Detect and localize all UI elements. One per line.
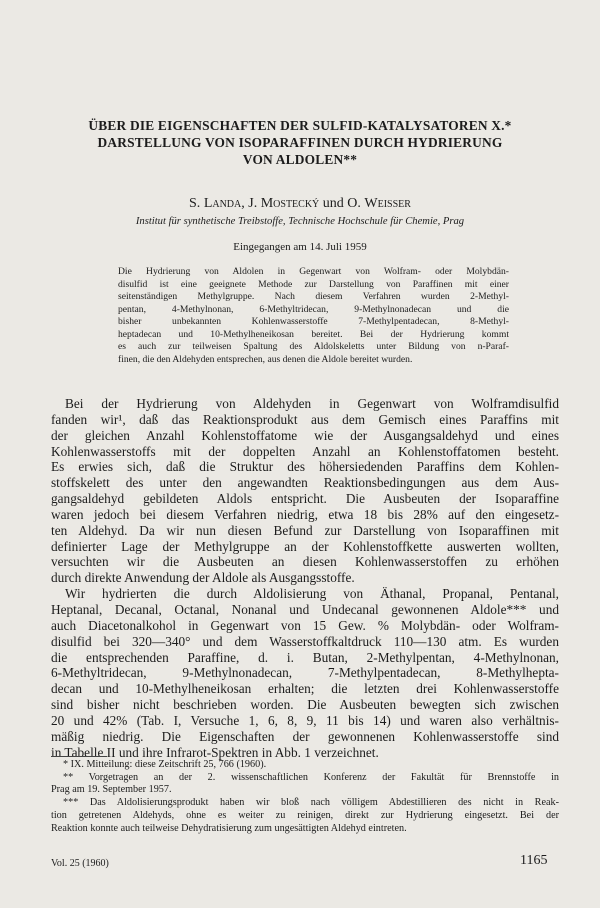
abstract-line: bisher unbekannten Kohlenwasserstoffe 7-Methylpentadecan, 8-Methyl- xyxy=(118,316,509,327)
abstract-line: disulfid ist eine geeignete Methode zur Darstellung von Paraffinen mit einer xyxy=(118,278,509,290)
author-separator: und O. xyxy=(319,196,365,211)
body-line: Kohlenwasserstoffs mit der doppelten Anzahl an Kohlenstoffatomen besteht. xyxy=(51,443,559,459)
body-line: Heptanal, Decanal, Octanal, Nonanal und Undecanal gewonnenen Aldole*** und xyxy=(51,601,559,617)
body-line: der gleichen Anzahl Kohlenstoffatome wie der Ausgangsaldehyd und eines xyxy=(51,427,559,443)
paper-title xyxy=(60,117,540,168)
body-text xyxy=(51,396,559,760)
body-line: 6-Methyltridecan, 9-Methylnonadecan, 7-Methylpentadecan, 8-Methylhepta- xyxy=(51,665,559,681)
body-line: die entsprechenden Paraffine, d. i. Butan, 2-Methylpentan, 4-Methylnonan, xyxy=(51,649,559,665)
body-line: stoffskelett des unter den angewandten Reaktionsbedingungen aus dem Aus- xyxy=(51,475,559,491)
body-line: in Tabelle II und ihre Infrarot-Spektren in Abb. 1 verzeichnet. xyxy=(51,744,379,760)
author-name: Weisser xyxy=(364,196,411,211)
abstract-line: pentan, 4-Methylnonan, 6-Methyltridecan, 9-Methylnonadecan und die xyxy=(118,303,509,315)
volume-reference: Vol. 25 (1960) xyxy=(51,858,109,869)
received-date: Eingegangen am 14. Juli 1959 xyxy=(233,241,367,253)
title-line: ÜBER DIE EIGENSCHAFTEN DER SULFID-KATALYSATOREN X.* xyxy=(88,118,512,133)
body-line: waren jedoch bei diesem Verfahren niedrig, etwa 18 bis 28% auf den eingesetz- xyxy=(51,506,559,522)
body-line: versuchten wir die Ausbeuten an diesen Kohlenwasserstoffen zu erhöhen xyxy=(51,554,559,570)
author-separator: , J. xyxy=(241,196,261,211)
body-line: 20 und 42% (Tab. I, Versuche 1, 6, 8, 9, 11 bis 14) und waren also verhältnis- xyxy=(51,712,559,728)
body-line: sind bisher nicht beschrieben worden. Die Ausbeuten bewegten sich zwischen xyxy=(51,697,559,713)
abstract-line: heptadecan und 10-Methylheneikosan bereitet. Bei der Hydrierung kommt xyxy=(118,328,509,340)
author-list xyxy=(60,196,540,212)
author-name: Mostecký xyxy=(260,196,320,211)
title-line: VON ALDOLEN** xyxy=(242,152,358,167)
footnote: * IX. Mitteilung: diese Zeitschrift 25, 766 (1960). xyxy=(63,759,267,770)
abstract-line: Die Hydrierung von Aldolen in Gegenwart von Wolfram- oder Molybdän- xyxy=(118,266,509,277)
footnotes xyxy=(51,759,559,835)
abstract xyxy=(118,266,509,366)
author-initial: S. xyxy=(189,196,204,211)
body-line: gangsaldehyd gebildeten Aldols entspricht. Die Ausbeuten der Isoparaffine xyxy=(51,491,559,507)
body-line: auch Diacetonalkohol in Gegenwart von 15 Gew. % Molybdän- oder Wolfram- xyxy=(51,617,559,633)
body-line: definierter Lage der Methylgruppe an der Kohlenstoffkette auswerten wollten, xyxy=(51,538,559,554)
title-line: DARSTELLUNG VON ISOPARAFFINEN DURCH HYDRIERUNG xyxy=(97,135,503,150)
body-line: Es erwies sich, daß die Struktur des höhersiedenden Paraffins dem Kohlen- xyxy=(51,459,559,475)
abstract-line: es auch zur teilweisen Spaltung des Aldolskeletts unter Bildung von n-Paraf- xyxy=(118,341,509,352)
body-line: fanden wir¹, daß das Reaktionsprodukt aus dem Gemisch eines Paraffins mit xyxy=(51,411,559,427)
affiliation: Institut für synthetische Treibstoffe, Technische Hochschule für Chemie, Prag xyxy=(135,216,465,227)
body-line: Wir hydrierten die durch Aldolisierung von Äthanal, Propanal, Pentanal, xyxy=(65,586,559,602)
footnote-continuation: Prag am 19. September 1957. xyxy=(51,784,172,796)
author-name: Landa xyxy=(203,196,242,211)
body-line: mäßig niedrig. Die Eigenschaften der gewonnenen Kohlenwasserstoffe sind xyxy=(51,728,559,744)
body-line: disulfid bei 320—340° und dem Wasserstoffkaltdruck 110—130 atm. Es wurden xyxy=(51,633,559,649)
footnote: ** Vorgetragen an der 2. wissenschaftlichen Konferenz der Fakultät für Brennstoffe in xyxy=(63,771,559,783)
abstract-line: seitenständigen Methylgruppe. Nach diesem Verfahren wurden 2-Methyl- xyxy=(118,291,509,302)
footnote-continuation: Reaktion konnte auch teilweise Dehydratisierung zum ungesättigten Aldehyd eintreten. xyxy=(51,822,407,834)
body-line: durch direkte Anwendung der Aldole als Ausgangsstoffe. xyxy=(51,570,355,586)
page-number: 1165 xyxy=(520,853,548,868)
footnote: *** Das Aldolisierungsprodukt haben wir bloß nach völligem Abdestillieren des nicht in Reak- xyxy=(63,797,559,809)
body-line: ten Aldehyd. Da wir nun diesen Befund zur Darstellung von Isoparaffinen mit xyxy=(51,522,559,538)
abstract-line: finen, die den Aldehyden entsprechen, aus denen die Aldole bereitet wurden. xyxy=(118,353,413,365)
footnote-continuation: tion getretenen Aldehyds, ohne es weiter zu reinigen, direkt zur Hydrierung eingesetzt. Bei der xyxy=(51,809,559,821)
footnote-divider xyxy=(51,756,107,757)
body-line: Bei der Hydrierung von Aldehyden in Gegenwart von Wolframdisulfid xyxy=(65,396,559,411)
body-line: decan und 10-Methylheneikosan erhalten; die letzten drei Kohlenwasserstoffe xyxy=(51,681,559,697)
